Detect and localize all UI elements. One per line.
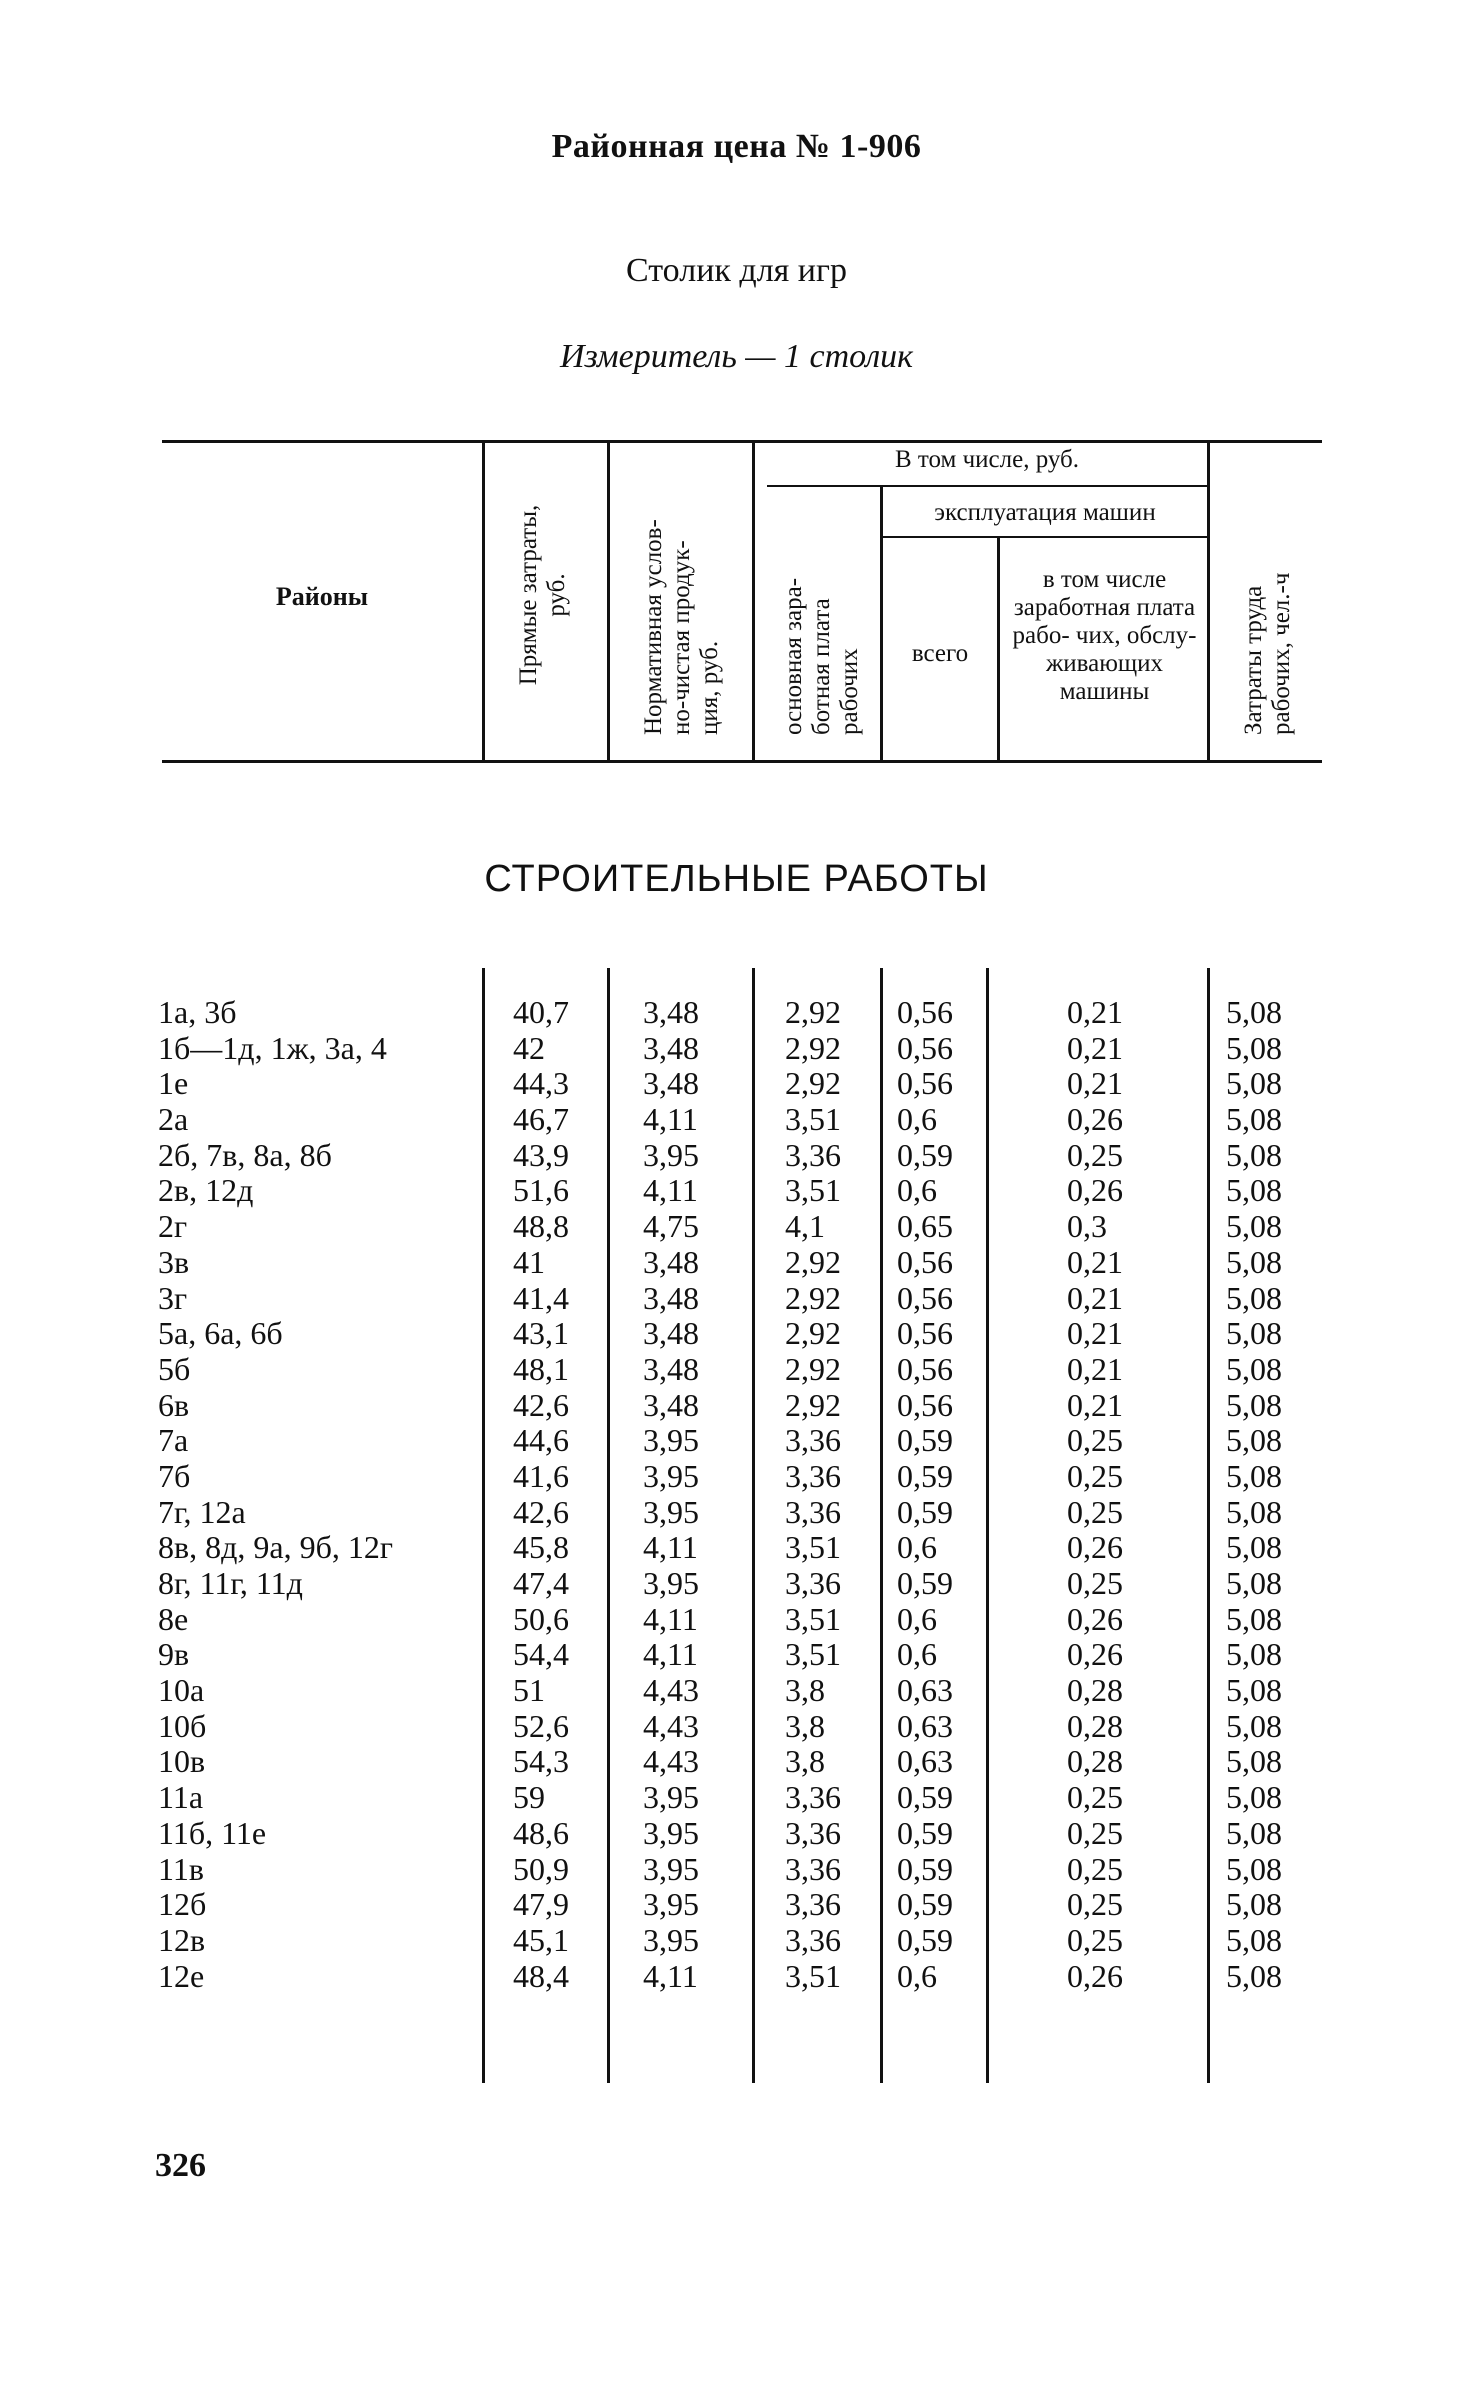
cell-normative: 3,48 xyxy=(643,994,699,1030)
cell-labor: 5,08 xyxy=(1226,1600,1282,1637)
cell-machine-total: 0,56 xyxy=(897,1029,953,1066)
cell-direct-costs: 50,9 xyxy=(513,1850,569,1887)
cell-region: 7г, 12а xyxy=(158,1493,246,1530)
cell-region: 1е xyxy=(158,1065,189,1102)
cell-direct-costs: 59 xyxy=(513,1779,545,1816)
cell-machine-total: 0,56 xyxy=(897,1350,953,1387)
cell-direct-costs: 45,1 xyxy=(513,1921,569,1958)
cell-base-wage: 2,92 xyxy=(785,1065,841,1102)
cell-labor: 5,08 xyxy=(1226,1350,1282,1387)
cell-direct-costs: 47,4 xyxy=(513,1565,569,1601)
cell-machine-wage: 0,25 xyxy=(1067,1850,1123,1887)
cell-machine-total: 0,6 xyxy=(897,1600,937,1637)
cell-region: 9в xyxy=(158,1636,190,1673)
cell-machine-wage: 0,3 xyxy=(1067,1208,1107,1245)
cell-labor: 5,08 xyxy=(1226,1886,1282,1923)
cell-region: 2г xyxy=(158,1208,188,1245)
cell-base-wage: 3,36 xyxy=(785,1457,841,1494)
cell-machine-wage: 0,26 xyxy=(1067,1172,1123,1209)
header-divider-1 xyxy=(482,443,485,760)
cell-normative: 4,43 xyxy=(643,1672,699,1709)
cell-base-wage: 3,36 xyxy=(785,1850,841,1887)
header-machine-operation: эксплуатация машин xyxy=(934,499,1156,526)
cell-base-wage: 3,51 xyxy=(785,1101,841,1138)
cell-machine-wage: 0,28 xyxy=(1067,1743,1123,1780)
cell-machine-wage: 0,25 xyxy=(1067,1136,1123,1173)
cell-base-wage: 3,36 xyxy=(785,1886,841,1923)
item-name: Столик для игр xyxy=(626,252,847,289)
column-base-wage xyxy=(785,995,841,1994)
cell-direct-costs: 40,7 xyxy=(513,994,569,1030)
header-labor: Затраты труда рабочих, чел.-ч xyxy=(1240,572,1295,735)
cell-region: 8в, 8д, 9а, 9б, 12г xyxy=(158,1529,393,1566)
cell-labor: 5,08 xyxy=(1226,1029,1282,1066)
cell-base-wage: 3,36 xyxy=(785,1779,841,1816)
cell-direct-costs: 42,6 xyxy=(513,1386,569,1423)
cell-normative: 3,95 xyxy=(643,1422,699,1459)
cell-labor: 5,08 xyxy=(1226,1386,1282,1423)
cell-base-wage: 3,36 xyxy=(785,1565,841,1601)
cell-region: 3г xyxy=(158,1279,188,1316)
cell-normative: 3,95 xyxy=(643,1779,699,1816)
cell-machine-wage: 0,26 xyxy=(1067,1600,1123,1637)
cell-direct-costs: 42,6 xyxy=(513,1493,569,1530)
cell-machine-total: 0,6 xyxy=(897,1957,937,1994)
cell-base-wage: 3,36 xyxy=(785,1493,841,1530)
cell-region: 5б xyxy=(158,1350,191,1387)
cell-base-wage: 3,51 xyxy=(785,1172,841,1209)
machine-rule xyxy=(883,536,1207,538)
cell-normative: 3,95 xyxy=(643,1565,699,1601)
page-number: 326 xyxy=(155,2147,206,2184)
section-title: СТРОИТЕЛЬНЫЕ РАБОТЫ xyxy=(484,858,989,900)
cell-machine-wage: 0,25 xyxy=(1067,1493,1123,1530)
measure-unit: Измеритель — 1 столик xyxy=(559,338,914,375)
cell-normative: 4,43 xyxy=(643,1707,699,1744)
cell-region: 1а, 3б xyxy=(158,994,237,1030)
cell-normative: 3,95 xyxy=(643,1886,699,1923)
body-divider-1 xyxy=(482,968,485,2083)
cell-region: 11а xyxy=(158,1779,204,1816)
cell-machine-wage: 0,21 xyxy=(1067,1386,1123,1423)
cell-machine-wage: 0,21 xyxy=(1067,1279,1123,1316)
cell-direct-costs: 54,4 xyxy=(513,1636,569,1673)
cell-region: 2б, 7в, 8а, 8б xyxy=(158,1136,332,1173)
cell-machine-wage: 0,25 xyxy=(1067,1565,1123,1601)
column-normative xyxy=(643,995,699,1994)
header-including: В том числе, руб. xyxy=(894,446,1080,473)
cell-direct-costs: 51,6 xyxy=(513,1172,569,1209)
header-divider-3 xyxy=(752,443,755,760)
cell-normative: 3,95 xyxy=(643,1457,699,1494)
cell-normative: 3,48 xyxy=(643,1029,699,1066)
cell-region: 5а, 6а, 6б xyxy=(158,1315,283,1352)
cell-normative: 4,11 xyxy=(643,1636,698,1673)
cell-machine-total: 0,63 xyxy=(897,1743,953,1780)
cell-region: 2а xyxy=(158,1101,189,1138)
cell-base-wage: 4,1 xyxy=(785,1208,825,1245)
cell-labor: 5,08 xyxy=(1226,1493,1282,1530)
cell-machine-wage: 0,21 xyxy=(1067,1029,1123,1066)
body-divider-3 xyxy=(752,968,755,2083)
column-labor xyxy=(1226,995,1282,1994)
cell-machine-total: 0,63 xyxy=(897,1707,953,1744)
cell-normative: 3,48 xyxy=(643,1350,699,1387)
cell-machine-wage: 0,25 xyxy=(1067,1886,1123,1923)
cell-labor: 5,08 xyxy=(1226,1136,1282,1173)
body-divider-2 xyxy=(607,968,610,2083)
cell-labor: 5,08 xyxy=(1226,1850,1282,1887)
cell-normative: 4,75 xyxy=(643,1208,699,1245)
cell-machine-total: 0,56 xyxy=(897,1243,953,1280)
cell-region: 7а xyxy=(158,1422,189,1459)
cell-labor: 5,08 xyxy=(1226,1779,1282,1816)
header-divider-2 xyxy=(607,443,610,760)
cell-direct-costs: 48,4 xyxy=(513,1957,569,1994)
cell-base-wage: 3,8 xyxy=(785,1743,825,1780)
cell-region: 10б xyxy=(158,1707,207,1744)
cell-labor: 5,08 xyxy=(1226,1743,1282,1780)
cell-direct-costs: 41,6 xyxy=(513,1457,569,1494)
cell-direct-costs: 41,4 xyxy=(513,1279,569,1316)
cell-labor: 5,08 xyxy=(1226,1814,1282,1851)
header-divider-6 xyxy=(1207,443,1210,760)
cell-base-wage: 3,51 xyxy=(785,1957,841,1994)
cell-machine-total: 0,59 xyxy=(897,1814,953,1851)
cell-machine-wage: 0,26 xyxy=(1067,1957,1123,1994)
including-rule xyxy=(767,485,1207,487)
cell-region: 2в, 12д xyxy=(158,1172,254,1209)
header-top-rule xyxy=(162,440,1322,443)
cell-region: 12е xyxy=(158,1957,205,1994)
column-regions xyxy=(158,995,393,1994)
cell-region: 11в xyxy=(158,1850,204,1887)
cell-direct-costs: 54,3 xyxy=(513,1743,569,1780)
cell-normative: 3,95 xyxy=(643,1814,699,1851)
cell-region: 12б xyxy=(158,1886,207,1923)
header-bottom-rule xyxy=(162,760,1322,763)
cell-direct-costs: 45,8 xyxy=(513,1529,569,1566)
cell-normative: 4,11 xyxy=(643,1957,698,1994)
cell-direct-costs: 44,3 xyxy=(513,1065,569,1102)
cell-machine-total: 0,59 xyxy=(897,1493,953,1530)
cell-machine-wage: 0,25 xyxy=(1067,1921,1123,1958)
cell-labor: 5,08 xyxy=(1226,1101,1282,1138)
cell-base-wage: 3,51 xyxy=(785,1529,841,1566)
cell-direct-costs: 48,6 xyxy=(513,1814,569,1851)
cell-machine-total: 0,6 xyxy=(897,1101,937,1138)
cell-labor: 5,08 xyxy=(1226,1065,1282,1102)
cell-direct-costs: 48,8 xyxy=(513,1208,569,1245)
cell-labor: 5,08 xyxy=(1226,1636,1282,1673)
cell-normative: 4,11 xyxy=(643,1600,698,1637)
cell-normative: 4,11 xyxy=(643,1101,698,1138)
column-direct-costs xyxy=(513,995,569,1994)
cell-machine-wage: 0,21 xyxy=(1067,1350,1123,1387)
cell-machine-wage: 0,25 xyxy=(1067,1779,1123,1816)
cell-base-wage: 2,92 xyxy=(785,1386,841,1423)
cell-machine-wage: 0,21 xyxy=(1067,994,1123,1030)
body-divider-5 xyxy=(986,968,989,2083)
cell-region: 1б—1д, 1ж, 3а, 4 xyxy=(158,1029,387,1066)
column-machine-total xyxy=(897,995,953,1994)
cell-machine-wage: 0,21 xyxy=(1067,1315,1123,1352)
cell-machine-wage: 0,25 xyxy=(1067,1814,1123,1851)
header-divider-5 xyxy=(997,538,1000,760)
cell-machine-wage: 0,21 xyxy=(1067,1243,1123,1280)
cell-normative: 3,48 xyxy=(643,1315,699,1352)
cell-normative: 3,48 xyxy=(643,1279,699,1316)
cell-base-wage: 2,92 xyxy=(785,1315,841,1352)
cell-normative: 3,95 xyxy=(643,1493,699,1530)
cell-region: 3в xyxy=(158,1243,190,1280)
header-direct-costs: Прямые затраты, руб. xyxy=(515,504,570,686)
cell-direct-costs: 43,1 xyxy=(513,1315,569,1352)
cell-normative: 4,11 xyxy=(643,1172,698,1209)
cell-region: 11б, 11е xyxy=(158,1814,267,1851)
cell-direct-costs: 43,9 xyxy=(513,1136,569,1173)
cell-normative: 3,95 xyxy=(643,1850,699,1887)
cell-normative: 3,95 xyxy=(643,1136,699,1173)
cell-machine-wage: 0,26 xyxy=(1067,1529,1123,1566)
cell-normative: 4,11 xyxy=(643,1529,698,1566)
cell-base-wage: 3,36 xyxy=(785,1136,841,1173)
cell-labor: 5,08 xyxy=(1226,1707,1282,1744)
body-divider-6 xyxy=(1207,968,1210,2083)
column-machine-wage xyxy=(1067,995,1123,1994)
cell-base-wage: 3,36 xyxy=(785,1814,841,1851)
cell-machine-total: 0,56 xyxy=(897,994,953,1030)
cell-direct-costs: 42 xyxy=(513,1029,545,1066)
cell-base-wage: 3,36 xyxy=(785,1422,841,1459)
cell-base-wage: 2,92 xyxy=(785,994,841,1030)
cell-labor: 5,08 xyxy=(1226,1672,1282,1709)
cell-labor: 5,08 xyxy=(1226,1957,1282,1994)
cell-machine-total: 0,6 xyxy=(897,1172,937,1209)
cell-base-wage: 3,8 xyxy=(785,1707,825,1744)
cell-labor: 5,08 xyxy=(1226,994,1282,1030)
cell-region: 8е xyxy=(158,1600,189,1637)
cell-machine-total: 0,59 xyxy=(897,1457,953,1494)
cell-machine-total: 0,63 xyxy=(897,1672,953,1709)
cell-direct-costs: 46,7 xyxy=(513,1101,569,1138)
cell-base-wage: 2,92 xyxy=(785,1350,841,1387)
cell-machine-total: 0,59 xyxy=(897,1422,953,1459)
header-incl-wage: в том числе заработная плата рабо- чих, обслу- живающих машины xyxy=(1012,566,1197,705)
cell-base-wage: 3,51 xyxy=(785,1600,841,1637)
cell-direct-costs: 51 xyxy=(513,1672,545,1709)
cell-machine-wage: 0,26 xyxy=(1067,1101,1123,1138)
cell-machine-total: 0,59 xyxy=(897,1136,953,1173)
cell-labor: 5,08 xyxy=(1226,1279,1282,1316)
cell-direct-costs: 48,1 xyxy=(513,1350,569,1387)
cell-base-wage: 3,36 xyxy=(785,1921,841,1958)
cell-normative: 3,48 xyxy=(643,1065,699,1102)
cell-direct-costs: 50,6 xyxy=(513,1600,569,1637)
cell-machine-wage: 0,26 xyxy=(1067,1636,1123,1673)
cell-labor: 5,08 xyxy=(1226,1208,1282,1245)
cell-labor: 5,08 xyxy=(1226,1422,1282,1459)
cell-region: 10в xyxy=(158,1743,206,1780)
cell-machine-wage: 0,25 xyxy=(1067,1457,1123,1494)
cell-machine-total: 0,56 xyxy=(897,1065,953,1102)
cell-normative: 4,43 xyxy=(643,1743,699,1780)
cell-base-wage: 2,92 xyxy=(785,1243,841,1280)
cell-region: 6в xyxy=(158,1386,190,1423)
header-divider-4 xyxy=(880,487,883,760)
cell-machine-total: 0,59 xyxy=(897,1886,953,1923)
cell-normative: 3,95 xyxy=(643,1921,699,1958)
cell-labor: 5,08 xyxy=(1226,1315,1282,1352)
cell-machine-total: 0,56 xyxy=(897,1386,953,1423)
page-title: Районная цена № 1-906 xyxy=(551,128,922,165)
cell-region: 12в xyxy=(158,1921,206,1958)
cell-machine-wage: 0,25 xyxy=(1067,1422,1123,1459)
cell-direct-costs: 44,6 xyxy=(513,1422,569,1459)
cell-direct-costs: 47,9 xyxy=(513,1886,569,1923)
cell-labor: 5,08 xyxy=(1226,1921,1282,1958)
header-base-wage: основная зара- ботная плата рабочих xyxy=(780,577,863,735)
cell-normative: 3,48 xyxy=(643,1243,699,1280)
cell-machine-total: 0,56 xyxy=(897,1279,953,1316)
cell-region: 7б xyxy=(158,1457,191,1494)
cell-machine-total: 0,56 xyxy=(897,1315,953,1352)
cell-region: 8г, 11г, 11д xyxy=(158,1565,303,1601)
cell-normative: 3,48 xyxy=(643,1386,699,1423)
cell-labor: 5,08 xyxy=(1226,1529,1282,1566)
header-normative: Нормативная услов- но-чистая продук- ция, руб. xyxy=(640,519,723,735)
cell-machine-total: 0,59 xyxy=(897,1779,953,1816)
cell-region: 10а xyxy=(158,1672,205,1709)
cell-labor: 5,08 xyxy=(1226,1565,1282,1601)
cell-machine-total: 0,59 xyxy=(897,1565,953,1601)
cell-base-wage: 2,92 xyxy=(785,1029,841,1066)
body-divider-4 xyxy=(880,968,883,2083)
cell-machine-total: 0,65 xyxy=(897,1208,953,1245)
cell-direct-costs: 41 xyxy=(513,1243,545,1280)
cell-base-wage: 3,51 xyxy=(785,1636,841,1673)
header-total: всего xyxy=(911,640,969,667)
cell-direct-costs: 52,6 xyxy=(513,1707,569,1744)
cell-labor: 5,08 xyxy=(1226,1243,1282,1280)
cell-machine-total: 0,6 xyxy=(897,1636,937,1673)
cell-machine-total: 0,59 xyxy=(897,1921,953,1958)
cell-machine-total: 0,6 xyxy=(897,1529,937,1566)
cell-labor: 5,08 xyxy=(1226,1457,1282,1494)
cell-machine-total: 0,59 xyxy=(897,1850,953,1887)
cell-base-wage: 3,8 xyxy=(785,1672,825,1709)
cell-base-wage: 2,92 xyxy=(785,1279,841,1316)
cell-machine-wage: 0,21 xyxy=(1067,1065,1123,1102)
cell-machine-wage: 0,28 xyxy=(1067,1672,1123,1709)
header-regions: Районы xyxy=(275,582,369,611)
cell-machine-wage: 0,28 xyxy=(1067,1707,1123,1744)
cell-labor: 5,08 xyxy=(1226,1172,1282,1209)
